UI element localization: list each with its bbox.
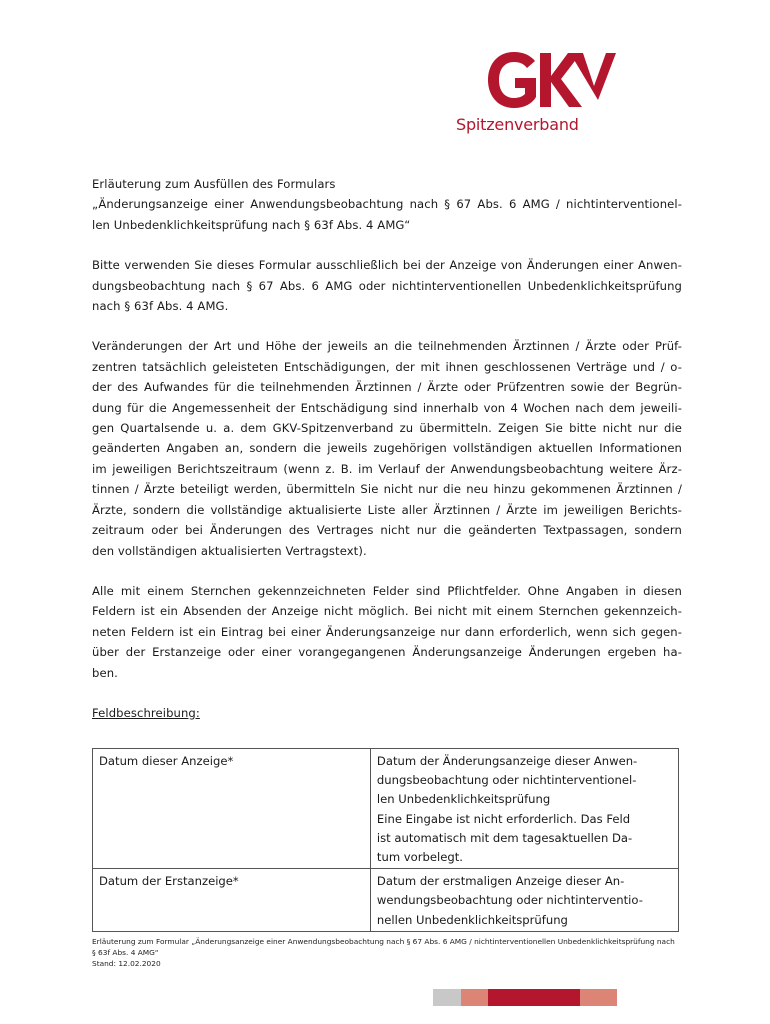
field-description-line: dungsbeobachtung oder nichtinterventionel- [376, 773, 637, 788]
paragraph-line: den vollständigen aktualisierten Vertragstext). [92, 543, 367, 558]
field-description-line: Datum der Änderungsanzeige dieser Anwen- [376, 754, 638, 768]
paragraph-line: Veränderungen der Art und Höhe der jeweils an die teilnehmenden Ärztinnen / Ärzte oder Prüf- [92, 339, 682, 354]
paragraph-line: tinnen / Ärzte beteiligt werden, übermitteln Sie nicht nur die neu hinzu gekommenen Ärztinnen / [92, 482, 682, 497]
paragraph-mandatory-fields [92, 581, 682, 683]
decor-bar-gray [433, 989, 461, 1006]
field-description-line: Datum der erstmaligen Anzeige dieser An- [376, 874, 625, 889]
paragraph-line: ben. [92, 665, 118, 680]
paragraph-line: nach § 63f Abs. 4 AMG. [92, 299, 229, 314]
page-footer [92, 936, 682, 969]
paragraph-line: über der Erstanzeige oder einer vorangegangenen Änderungsanzeige Änderungen ergeben ha- [92, 645, 682, 660]
field-description [370, 869, 678, 932]
paragraph-line: Feldern ist ein Absenden der Anzeige nicht möglich. Bei nicht mit einem Sternchen gekennzeich- [92, 604, 682, 619]
field-description-line: nellen Unbedenklichkeitsprüfung [376, 912, 568, 927]
footer-line: § 63f Abs. 4 AMG“ [92, 948, 159, 957]
paragraph-line: Ärzte, sondern die vollständige aktualisierte Liste aller Ärztinnen / Ärzte im jeweiligen Berichts- [92, 502, 682, 517]
paragraph-line: im jeweiligen Berichtszeitraum (wenn z. B. im Verlauf der Anwendungsbeobachtung weitere Ärz- [92, 461, 682, 476]
field-description-line: wendungsbeobachtung oder nichtinterventio- [376, 893, 643, 908]
table-row [93, 869, 679, 932]
document-heading [92, 174, 682, 235]
paragraph-line: Alle mit einem Sternchen gekennzeichneten Felder sind Pflichtfelder. Ohne Angaben in diesen [92, 583, 682, 598]
heading-line: len Unbedenklichkeitsprüfung nach § 63f Abs. 4 AMG“ [92, 217, 411, 232]
field-label: Datum der Erstanzeige* [93, 869, 371, 932]
footer-date: Stand: 12.02.2020 [92, 959, 161, 968]
field-description [370, 749, 678, 869]
paragraph-line: geänderten Angaben an, sondern die jeweils zugehörigen vollständigen aktuellen Informationen [92, 441, 682, 456]
paragraph-line: dung für die Angemessenheit der Entschädigung sind innerhalb von 4 Wochen nach dem jeweili- [92, 400, 682, 415]
heading-line: Erläuterung zum Ausfüllen des Formulars [92, 177, 336, 191]
section-title-field-description: Feldbeschreibung: [92, 705, 200, 720]
field-description-table [92, 748, 679, 932]
field-description-line: Eine Eingabe ist nicht erforderlich. Das Feld [376, 811, 631, 826]
decor-bar-red [488, 989, 580, 1006]
paragraph-line: Bitte verwenden Sie dieses Formular ausschließlich bei der Anzeige von Änderungen einer Anwen- [92, 258, 682, 273]
gkv-logo [456, 50, 616, 138]
paragraph-line: dungsbeobachtung nach § 67 Abs. 6 AMG oder nichtinterventionellen Unbedenklichkeitsprüfung [92, 278, 682, 293]
paragraph-intro [92, 255, 682, 316]
field-label: Datum dieser Anzeige* [93, 749, 371, 869]
decor-bar-salmon [580, 989, 617, 1006]
decor-bar-salmon [461, 989, 488, 1006]
document-body [92, 174, 682, 723]
table-row [93, 749, 679, 869]
gkv-logo-mark [486, 50, 616, 110]
paragraph-line: zentren tatsächlich geleisteten Entschädigungen, der mit ihnen geschlossenen Verträge und / o- [92, 359, 682, 374]
paragraph-line: der des Aufwandes für die teilnehmenden Ärztinnen / Ärzte oder Prüfzentren sowie der Begrün- [92, 380, 682, 395]
paragraph-line: zeitraum oder bei Änderungen des Vertrages nicht nur die geänderten Textpassagen, sondern [92, 523, 682, 538]
heading-line: „Änderungsanzeige einer Anwendungsbeobachtung nach § 67 Abs. 6 AMG / nichtinterventionel- [92, 197, 682, 212]
footer-line: Erläuterung zum Formular „Änderungsanzeige einer Anwendungsbeobachtung nach § 67 Abs. 6 AMG / nichtinterventionellen Unbedenklichkeitsprüfung nach [92, 937, 675, 946]
logo-brand-text: Spitzenverband [456, 115, 579, 134]
paragraph-changes [92, 336, 682, 560]
paragraph-line: neten Feldern ist ein Eintrag bei einer Änderungsanzeige nur dann erforderlich, wenn sich gegen- [92, 624, 682, 639]
field-description-line: ist automatisch mit dem tagesaktuellen Da- [376, 830, 633, 845]
field-description-line: len Unbedenklichkeitsprüfung [376, 792, 551, 807]
paragraph-line: gen Quartalsende u. a. dem GKV-Spitzenverband zu übermitteln. Zeigen Sie bitte nicht nur die [92, 421, 682, 436]
field-description-line: tum vorbelegt. [376, 850, 463, 865]
